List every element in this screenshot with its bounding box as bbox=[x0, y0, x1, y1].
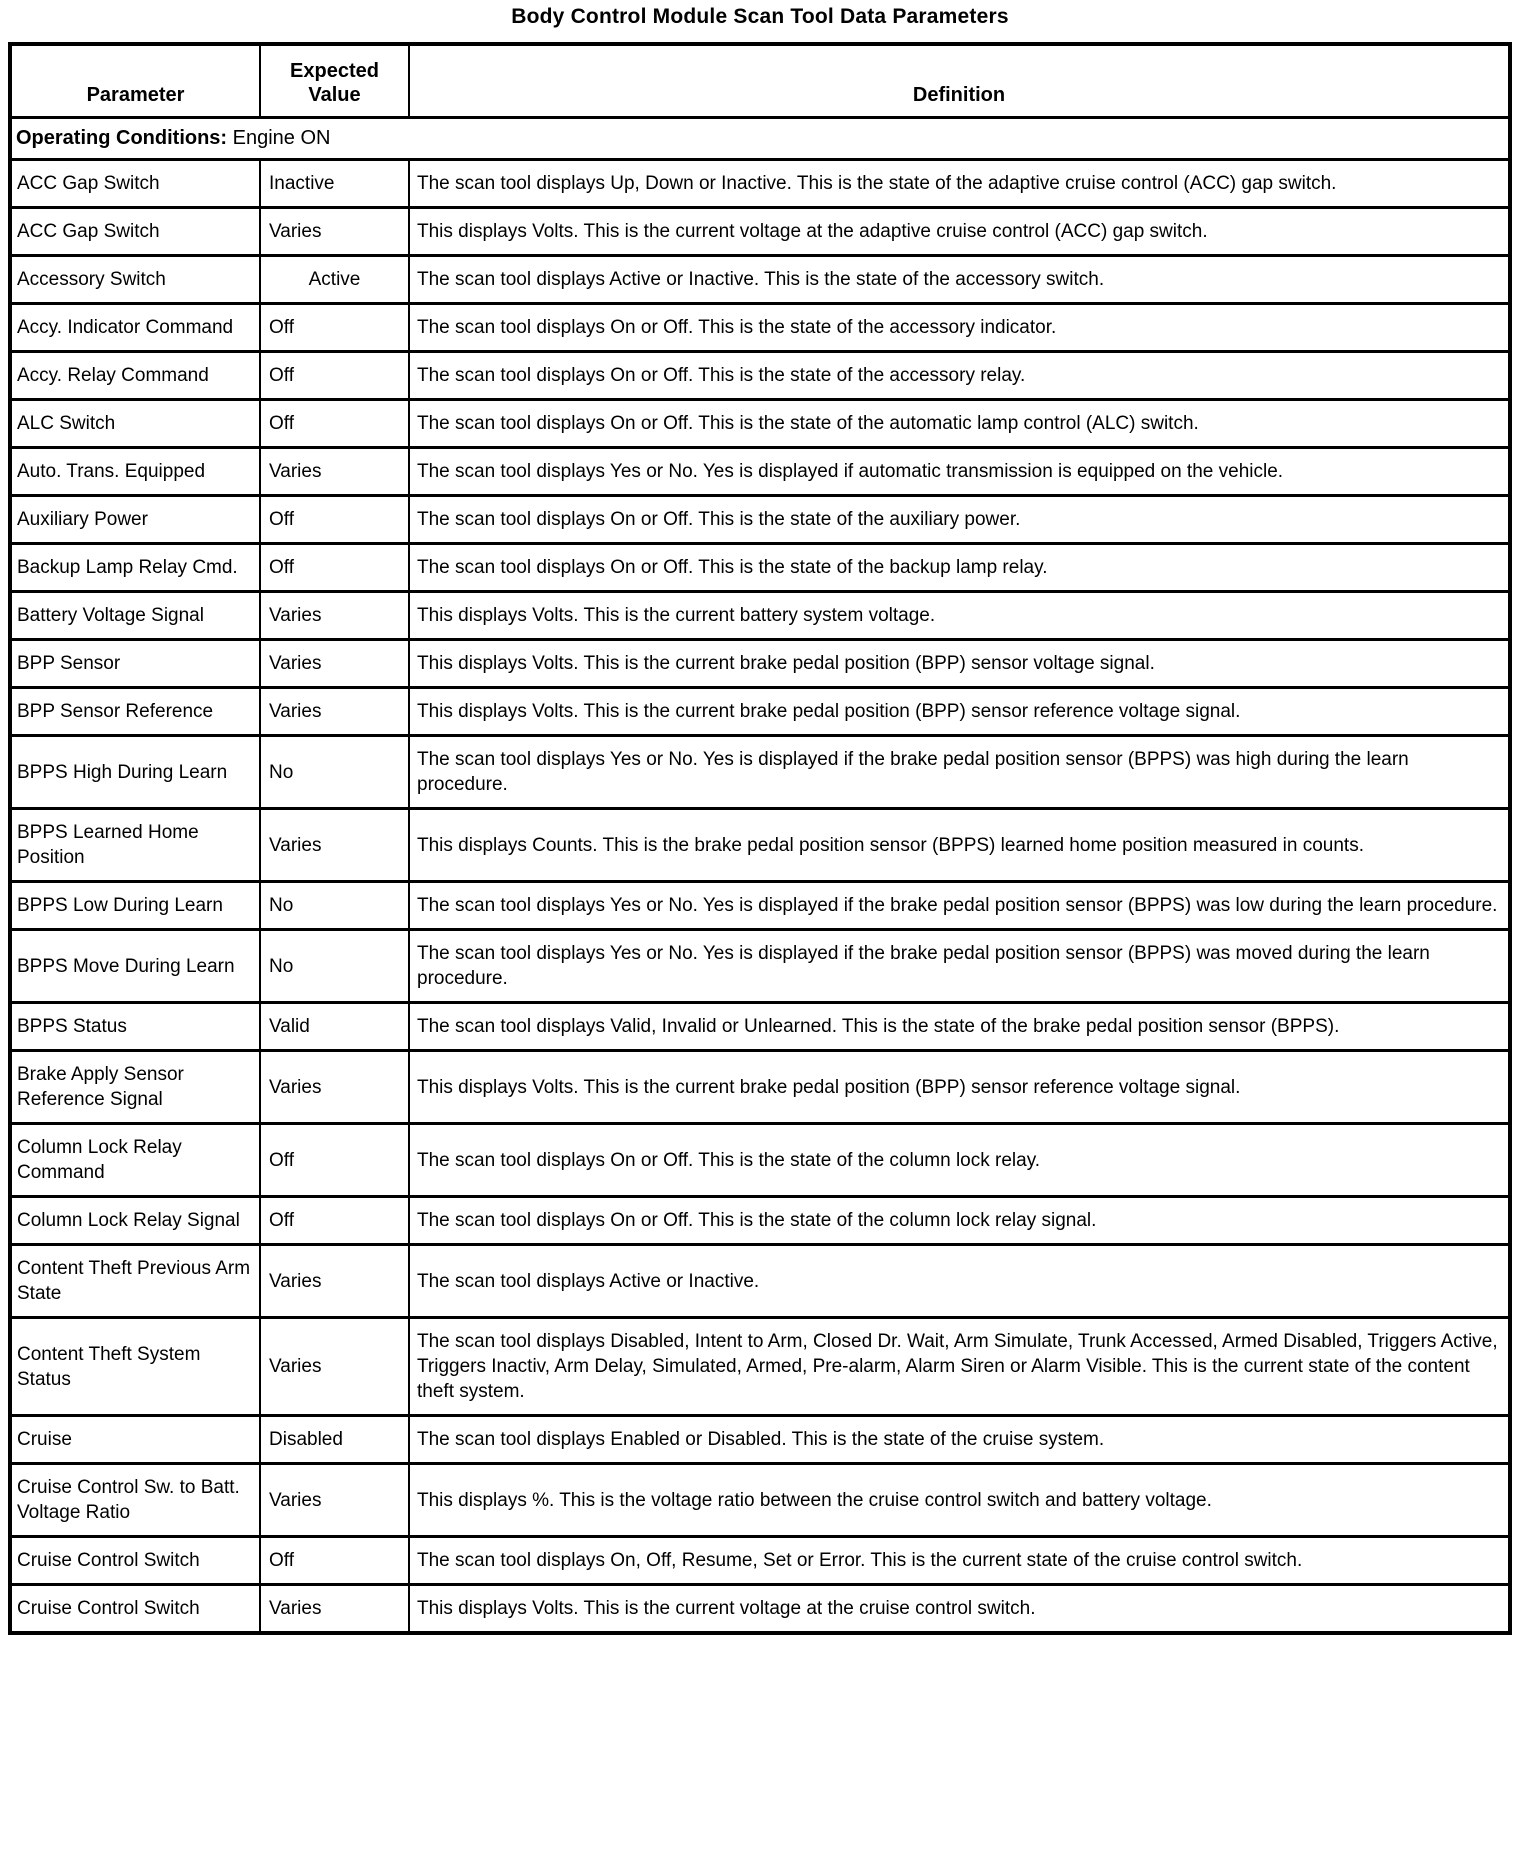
param-cell: Cruise bbox=[10, 1416, 260, 1464]
expected-value-cell: Varies bbox=[260, 640, 409, 688]
definition-cell: The scan tool displays Active or Inactive. bbox=[409, 1245, 1510, 1318]
definition-cell: The scan tool displays Yes or No. Yes is displayed if the brake pedal position sensor (BPPS) was moved during the learn procedure. bbox=[409, 930, 1510, 1003]
param-cell: Cruise Control Switch bbox=[10, 1585, 260, 1634]
table-row bbox=[10, 1051, 1510, 1124]
param-cell: Accy. Relay Command bbox=[10, 352, 260, 400]
expected-value-cell: Varies bbox=[260, 1464, 409, 1537]
definition-cell: This displays Volts. This is the current brake pedal position (BPP) sensor reference voltage signal. bbox=[409, 688, 1510, 736]
definition-cell: The scan tool displays On or Off. This is the state of the accessory relay. bbox=[409, 352, 1510, 400]
table-row bbox=[10, 1464, 1510, 1537]
operating-conditions-cell bbox=[10, 118, 1510, 160]
param-cell: Accy. Indicator Command bbox=[10, 304, 260, 352]
param-cell: ACC Gap Switch bbox=[10, 208, 260, 256]
table-row bbox=[10, 882, 1510, 930]
definition-cell: The scan tool displays Yes or No. Yes is displayed if the brake pedal position sensor (BPPS) was low during the learn procedure. bbox=[409, 882, 1510, 930]
table-row bbox=[10, 930, 1510, 1003]
table-row bbox=[10, 352, 1510, 400]
param-cell: Auto. Trans. Equipped bbox=[10, 448, 260, 496]
table-row bbox=[10, 809, 1510, 882]
definition-cell: This displays Volts. This is the current voltage at the cruise control switch. bbox=[409, 1585, 1510, 1634]
definition-cell: This displays Volts. This is the current voltage at the adaptive cruise control (ACC) gap switch. bbox=[409, 208, 1510, 256]
expected-value-cell: Varies bbox=[260, 592, 409, 640]
definition-cell: The scan tool displays On or Off. This is the state of the backup lamp relay. bbox=[409, 544, 1510, 592]
expected-value-cell: Varies bbox=[260, 688, 409, 736]
definition-cell: This displays %. This is the voltage ratio between the cruise control switch and battery voltage. bbox=[409, 1464, 1510, 1537]
param-cell: Auxiliary Power bbox=[10, 496, 260, 544]
expected-value-cell: No bbox=[260, 736, 409, 809]
definition-cell: The scan tool displays On or Off. This is the state of the column lock relay signal. bbox=[409, 1197, 1510, 1245]
param-cell: BPPS Move During Learn bbox=[10, 930, 260, 1003]
param-cell: BPP Sensor bbox=[10, 640, 260, 688]
table-row bbox=[10, 448, 1510, 496]
table-row bbox=[10, 544, 1510, 592]
param-cell: Content Theft Previous Arm State bbox=[10, 1245, 260, 1318]
expected-value-cell: Varies bbox=[260, 1245, 409, 1318]
definition-cell: The scan tool displays On, Off, Resume, Set or Error. This is the current state of the cruise control switch. bbox=[409, 1537, 1510, 1585]
param-cell: BPP Sensor Reference bbox=[10, 688, 260, 736]
expected-value-cell: Off bbox=[260, 352, 409, 400]
param-cell: Column Lock Relay Signal bbox=[10, 1197, 260, 1245]
definition-cell: The scan tool displays On or Off. This is the state of the column lock relay. bbox=[409, 1124, 1510, 1197]
table-row bbox=[10, 256, 1510, 304]
expected-value-cell: Valid bbox=[260, 1003, 409, 1051]
definition-cell: The scan tool displays Active or Inactive. This is the state of the accessory switch. bbox=[409, 256, 1510, 304]
definition-cell: The scan tool displays On or Off. This is the state of the accessory indicator. bbox=[409, 304, 1510, 352]
definition-cell: The scan tool displays Disabled, Intent to Arm, Closed Dr. Wait, Arm Simulate, Trunk Accessed, Armed Disabled, Triggers Active, Triggers Inactiv, Arm Delay, Simulated, Armed, Pre-alarm, Alarm Siren or Alarm Visible. This is the current state of the content theft system. bbox=[409, 1318, 1510, 1416]
table-row bbox=[10, 1003, 1510, 1051]
table-row bbox=[10, 304, 1510, 352]
expected-value-cell: Off bbox=[260, 496, 409, 544]
param-cell: Content Theft System Status bbox=[10, 1318, 260, 1416]
param-cell: BPPS Learned Home Position bbox=[10, 809, 260, 882]
col-header-parameter: Parameter bbox=[10, 44, 260, 118]
expected-value-cell: Off bbox=[260, 1197, 409, 1245]
definition-cell: This displays Volts. This is the current brake pedal position (BPP) sensor voltage signal. bbox=[409, 640, 1510, 688]
header-row bbox=[10, 44, 1510, 118]
definition-cell: The scan tool displays Yes or No. Yes is displayed if the brake pedal position sensor (BPPS) was high during the learn procedure. bbox=[409, 736, 1510, 809]
param-cell: BPPS Low During Learn bbox=[10, 882, 260, 930]
expected-value-cell: Varies bbox=[260, 208, 409, 256]
definition-cell: The scan tool displays Enabled or Disabled. This is the state of the cruise system. bbox=[409, 1416, 1510, 1464]
param-cell: Cruise Control Sw. to Batt. Voltage Ratio bbox=[10, 1464, 260, 1537]
expected-value-cell: Varies bbox=[260, 1051, 409, 1124]
expected-value-cell: Off bbox=[260, 304, 409, 352]
param-cell: Battery Voltage Signal bbox=[10, 592, 260, 640]
definition-cell: The scan tool displays Yes or No. Yes is displayed if automatic transmission is equipped on the vehicle. bbox=[409, 448, 1510, 496]
param-cell: Cruise Control Switch bbox=[10, 1537, 260, 1585]
expected-value-cell: Varies bbox=[260, 1318, 409, 1416]
definition-cell: The scan tool displays Up, Down or Inactive. This is the state of the adaptive cruise control (ACC) gap switch. bbox=[409, 160, 1510, 208]
table-row bbox=[10, 496, 1510, 544]
table-row bbox=[10, 1124, 1510, 1197]
expected-value-cell: Active bbox=[260, 256, 409, 304]
parameters-table bbox=[8, 42, 1512, 1635]
table-row bbox=[10, 208, 1510, 256]
definition-cell: This displays Volts. This is the current brake pedal position (BPP) sensor reference voltage signal. bbox=[409, 1051, 1510, 1124]
param-cell: Accessory Switch bbox=[10, 256, 260, 304]
col-header-expected-value: Expected Value bbox=[260, 44, 409, 118]
table-row bbox=[10, 1197, 1510, 1245]
param-cell: Column Lock Relay Command bbox=[10, 1124, 260, 1197]
expected-value-cell: Off bbox=[260, 400, 409, 448]
table-row bbox=[10, 688, 1510, 736]
definition-cell: The scan tool displays On or Off. This is the state of the auxiliary power. bbox=[409, 496, 1510, 544]
expected-value-cell: Varies bbox=[260, 1585, 409, 1634]
param-cell: ALC Switch bbox=[10, 400, 260, 448]
table-row bbox=[10, 1537, 1510, 1585]
page-title: Body Control Module Scan Tool Data Parameters bbox=[511, 5, 1009, 28]
table-row bbox=[10, 592, 1510, 640]
table-row bbox=[10, 160, 1510, 208]
operating-conditions-value: Engine ON bbox=[232, 127, 331, 149]
definition-cell: The scan tool displays Valid, Invalid or Unlearned. This is the state of the brake pedal position sensor (BPPS). bbox=[409, 1003, 1510, 1051]
expected-value-cell: Inactive bbox=[260, 160, 409, 208]
operating-conditions-label: Operating Conditions: bbox=[16, 127, 228, 149]
table-row bbox=[10, 736, 1510, 809]
expected-value-cell: Off bbox=[260, 1124, 409, 1197]
definition-cell: This displays Counts. This is the brake pedal position sensor (BPPS) learned home position measured in counts. bbox=[409, 809, 1510, 882]
param-cell: ACC Gap Switch bbox=[10, 160, 260, 208]
table-row bbox=[10, 1318, 1510, 1416]
table-row bbox=[10, 1245, 1510, 1318]
expected-value-cell: Off bbox=[260, 544, 409, 592]
expected-value-cell: Varies bbox=[260, 448, 409, 496]
param-cell: BPPS High During Learn bbox=[10, 736, 260, 809]
operating-conditions-row bbox=[10, 118, 1510, 160]
table-row bbox=[10, 1416, 1510, 1464]
definition-cell: This displays Volts. This is the current battery system voltage. bbox=[409, 592, 1510, 640]
definition-cell: The scan tool displays On or Off. This is the state of the automatic lamp control (ALC) switch. bbox=[409, 400, 1510, 448]
param-cell: Brake Apply Sensor Reference Signal bbox=[10, 1051, 260, 1124]
table-row bbox=[10, 1585, 1510, 1634]
expected-value-cell: Disabled bbox=[260, 1416, 409, 1464]
param-cell: BPPS Status bbox=[10, 1003, 260, 1051]
table-row bbox=[10, 400, 1510, 448]
col-header-definition: Definition bbox=[409, 44, 1510, 118]
table-row bbox=[10, 640, 1510, 688]
expected-value-cell: Off bbox=[260, 1537, 409, 1585]
param-cell: Backup Lamp Relay Cmd. bbox=[10, 544, 260, 592]
expected-value-cell: No bbox=[260, 930, 409, 1003]
expected-value-cell: Varies bbox=[260, 809, 409, 882]
expected-value-cell: No bbox=[260, 882, 409, 930]
